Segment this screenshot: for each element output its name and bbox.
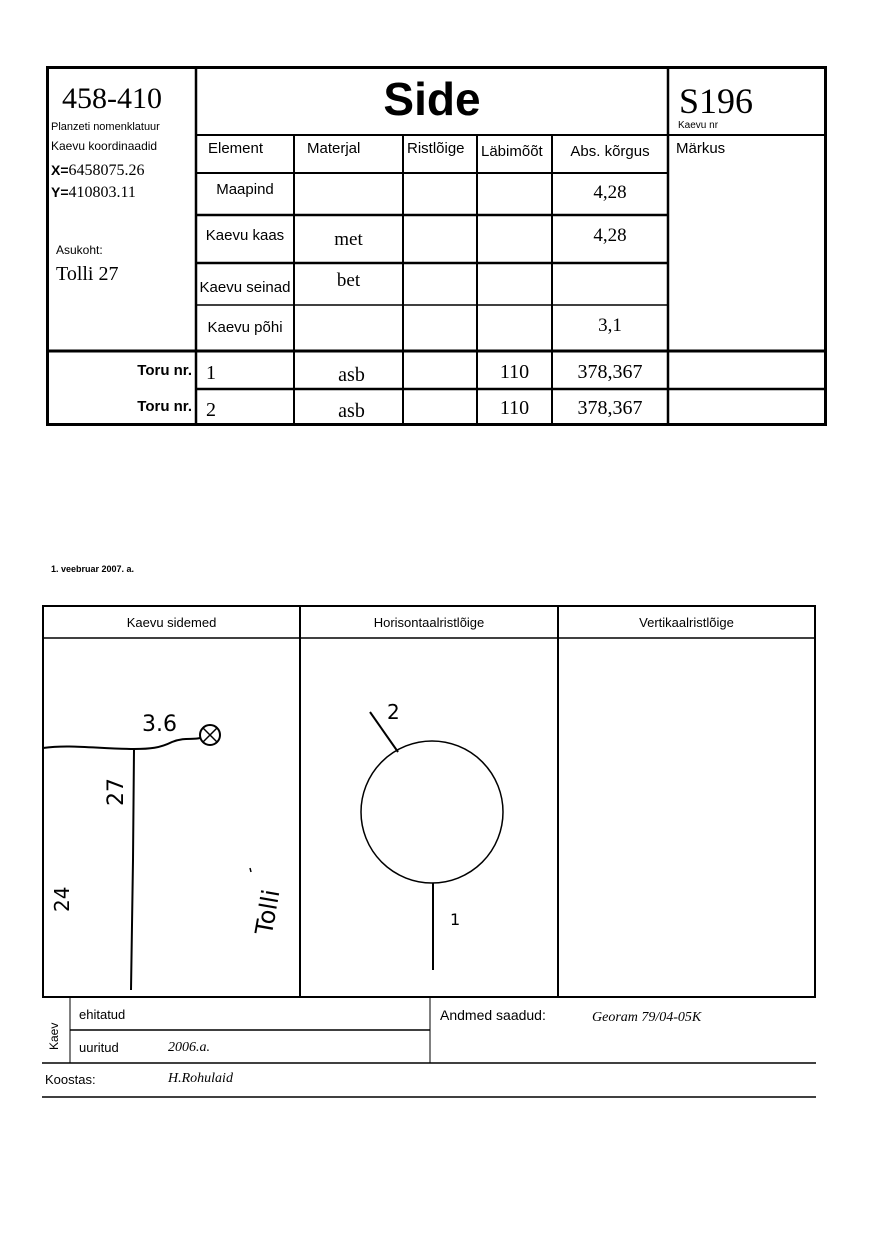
footer-data-value: Georam 79/04-05K: [592, 1010, 702, 1025]
nomenclature-label: Planzeti nomenklatuur: [51, 121, 160, 133]
sketch-title-horizontal: Horisontaalristlõige: [373, 615, 485, 630]
footer-surveyed-label: uuritud: [79, 1040, 119, 1055]
footer-data-label: Andmed saadud:: [440, 1007, 546, 1023]
col-notes: Märkus: [676, 140, 726, 157]
document-date: 1. veebruar 2007. a.: [51, 564, 135, 574]
annotation-house-24: 24: [50, 886, 74, 912]
footer-author-label: Koostas:: [45, 1072, 96, 1087]
row-element: Kaevu kaas: [205, 227, 285, 244]
footer-surveyed-value: 2006.a.: [168, 1040, 210, 1055]
footer-built-label: ehitatud: [79, 1007, 126, 1022]
annotation-street: Tolli: [250, 887, 286, 937]
page-title: Side: [383, 73, 481, 125]
well-number: S196: [679, 81, 754, 121]
location-value: Tolli 27: [56, 263, 119, 285]
well-number-label: Kaevu nr: [678, 120, 719, 131]
row-abs-height: 4,28: [593, 182, 627, 203]
pipe-label: Toru nr.: [137, 362, 192, 379]
coords-label: Kaevu koordinaadid: [51, 139, 158, 153]
col-diameter: Läbimõõt: [481, 143, 543, 160]
nomenclature-value: 458-410: [62, 82, 162, 115]
x-value: 6458075.26: [68, 162, 145, 179]
col-abs-height: Abs. kõrgus: [570, 143, 650, 160]
pipe-abs-height: 378,367: [577, 397, 643, 419]
annotation-house-27: 27: [104, 778, 129, 806]
x-label: X=: [51, 162, 69, 178]
pipe-number: 2: [206, 399, 216, 421]
footer-side-label: Kaev: [47, 1022, 61, 1050]
row-element: Kaevu seinad: [199, 279, 291, 296]
row-abs-height: 3,1: [598, 315, 622, 336]
row-element: Maapind: [216, 181, 274, 198]
pipe-number: 1: [206, 362, 216, 384]
row-abs-height: 4,28: [593, 225, 627, 246]
location-label: Asukoht:: [56, 243, 103, 257]
row-material: bet: [336, 270, 361, 291]
row-material: met: [334, 229, 363, 250]
col-cross-section: Ristlõige: [407, 140, 465, 157]
pipe-label: Toru nr.: [137, 398, 192, 415]
pipe-diameter: 110: [499, 397, 530, 419]
y-value: 410803.11: [68, 184, 136, 201]
pipe-material: asb: [338, 400, 365, 422]
row-element: Kaevu põhi: [207, 319, 283, 336]
col-element: Element: [208, 140, 264, 157]
annotation-depth: 3.6: [142, 712, 177, 737]
sketch-title-connections: Kaevu sidemed: [126, 615, 217, 630]
sketch-title-vertical: Vertikaalristlõige: [639, 615, 734, 630]
pipe-abs-height: 378,367: [577, 361, 643, 383]
col-material: Materjal: [307, 140, 361, 157]
pipe-diameter: 110: [499, 361, 530, 383]
footer-author-value: H.Rohulaid: [168, 1071, 233, 1086]
y-label: Y=: [51, 184, 69, 200]
pipe-material: asb: [338, 364, 365, 386]
annotation-pipe-1: 1: [450, 910, 461, 929]
annotation-pipe-2: 2: [387, 700, 400, 724]
